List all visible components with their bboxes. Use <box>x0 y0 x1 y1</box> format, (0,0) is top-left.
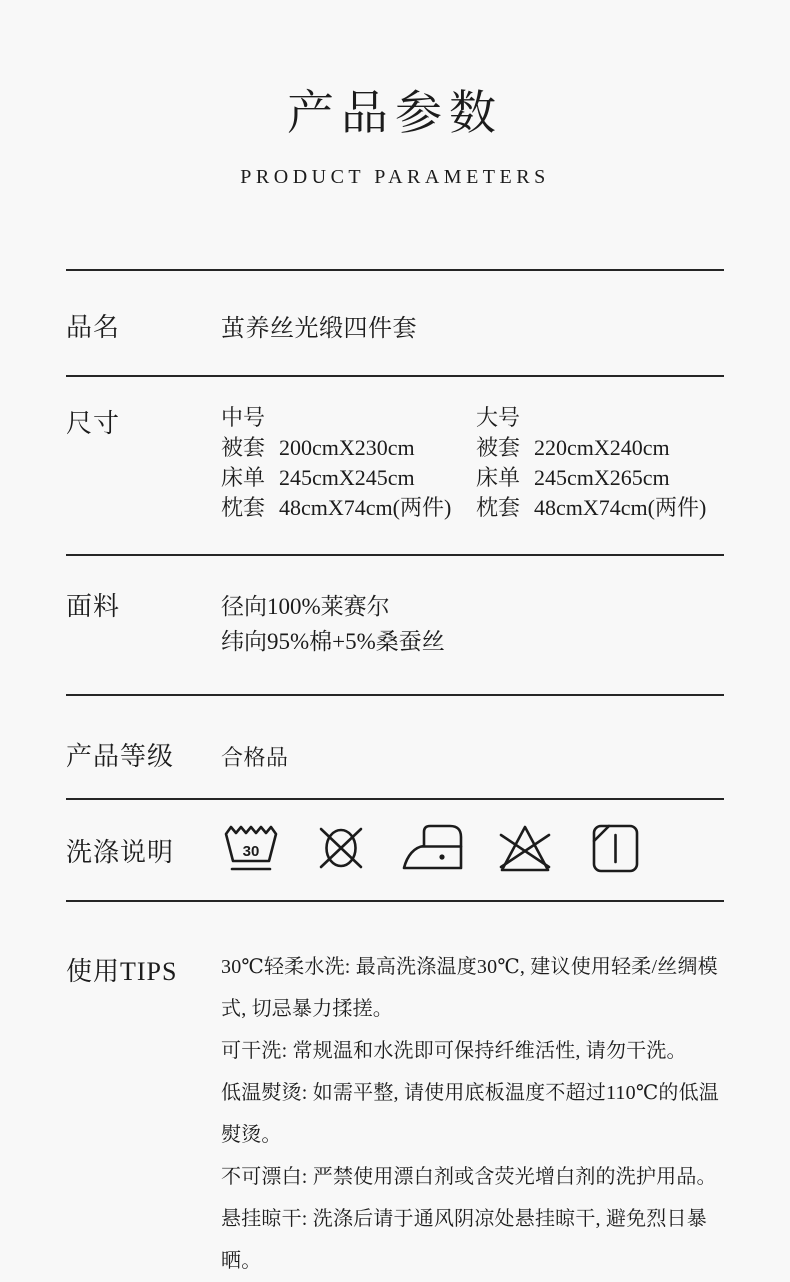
fabric-line-warp: 径向100%莱赛尔 <box>221 594 390 619</box>
row-product-name <box>66 269 724 375</box>
do-not-dry-clean-icon <box>311 821 371 879</box>
header <box>0 0 790 269</box>
care-icons <box>221 821 645 879</box>
tip-iron: 低温熨烫: 如需平整, 请使用底板温度不超过110℃的低温熨烫。 <box>221 1082 719 1146</box>
size-item-value: 220cmX240cm <box>534 435 670 460</box>
wash-30-gentle-icon <box>221 821 281 879</box>
size-item-value: 245cmX245cm <box>279 465 415 490</box>
row-care-symbols <box>66 798 724 900</box>
size-row <box>476 463 731 493</box>
spec-table <box>66 269 724 1282</box>
tip-bleach: 不可漂白: 严禁使用漂白剂或含荧光增白剂的洗护用品。 <box>221 1166 717 1188</box>
size-row <box>476 493 731 523</box>
size-heading: 中号 <box>221 405 266 430</box>
size-item-value: 48cmX74cm(两件) <box>279 495 452 520</box>
size-row <box>221 493 476 523</box>
size-item-name: 被套 <box>221 435 266 460</box>
page-title: 产品参数 <box>287 88 503 140</box>
tips-label: 使用TIPS <box>66 957 178 986</box>
do-not-bleach-icon <box>495 821 555 879</box>
size-row <box>221 433 476 463</box>
size-columns <box>221 403 731 554</box>
product-name-value: 茧养丝光缎四件套 <box>221 316 417 342</box>
tip-dry-clean: 可干洗: 常规温和水洗即可保持纤维活性, 请勿干洗。 <box>221 1040 687 1062</box>
page-subtitle: PRODUCT PARAMETERS <box>240 166 550 188</box>
size-heading: 大号 <box>476 405 521 430</box>
row-fabric <box>66 554 724 694</box>
size-item-name: 床单 <box>476 465 521 490</box>
svg-text:30: 30 <box>242 843 260 860</box>
size-label: 尺寸 <box>66 409 121 438</box>
grade-label: 产品等级 <box>66 742 175 771</box>
row-size <box>66 375 724 554</box>
size-item-value: 200cmX230cm <box>279 435 415 460</box>
row-grade <box>66 694 724 798</box>
tip-wash: 30℃轻柔水洗: 最高洗涤温度30℃, 建议使用轻柔/丝绸模式, 切忌暴力揉搓。 <box>221 956 718 1020</box>
size-item-name: 枕套 <box>476 495 521 520</box>
size-item-name: 床单 <box>221 465 266 490</box>
size-item-name: 被套 <box>476 435 521 460</box>
fabric-label: 面料 <box>66 592 121 621</box>
size-item-value: 48cmX74cm(两件) <box>534 495 707 520</box>
tip-hang-dry: 悬挂晾干: 洗涤后请于通风阴凉处悬挂晾干, 避免烈日暴晒。 <box>221 1208 707 1272</box>
size-row <box>476 433 731 463</box>
size-item-name: 枕套 <box>221 495 266 520</box>
fabric-line-weft: 纬向95%棉+5%桑蚕丝 <box>221 629 445 654</box>
size-item-value: 245cmX265cm <box>534 465 670 490</box>
drip-dry-icon <box>585 821 645 879</box>
size-column-medium <box>221 403 476 554</box>
grade-value: 合格品 <box>221 745 289 770</box>
row-usage-tips <box>66 900 724 1282</box>
iron-low-temp-icon <box>401 821 465 879</box>
fabric-values <box>221 589 445 694</box>
tips-list <box>221 946 724 1282</box>
size-row <box>221 463 476 493</box>
care-label: 洗涤说明 <box>66 837 175 867</box>
product-name-label: 品名 <box>66 313 121 342</box>
size-column-large <box>476 403 731 554</box>
